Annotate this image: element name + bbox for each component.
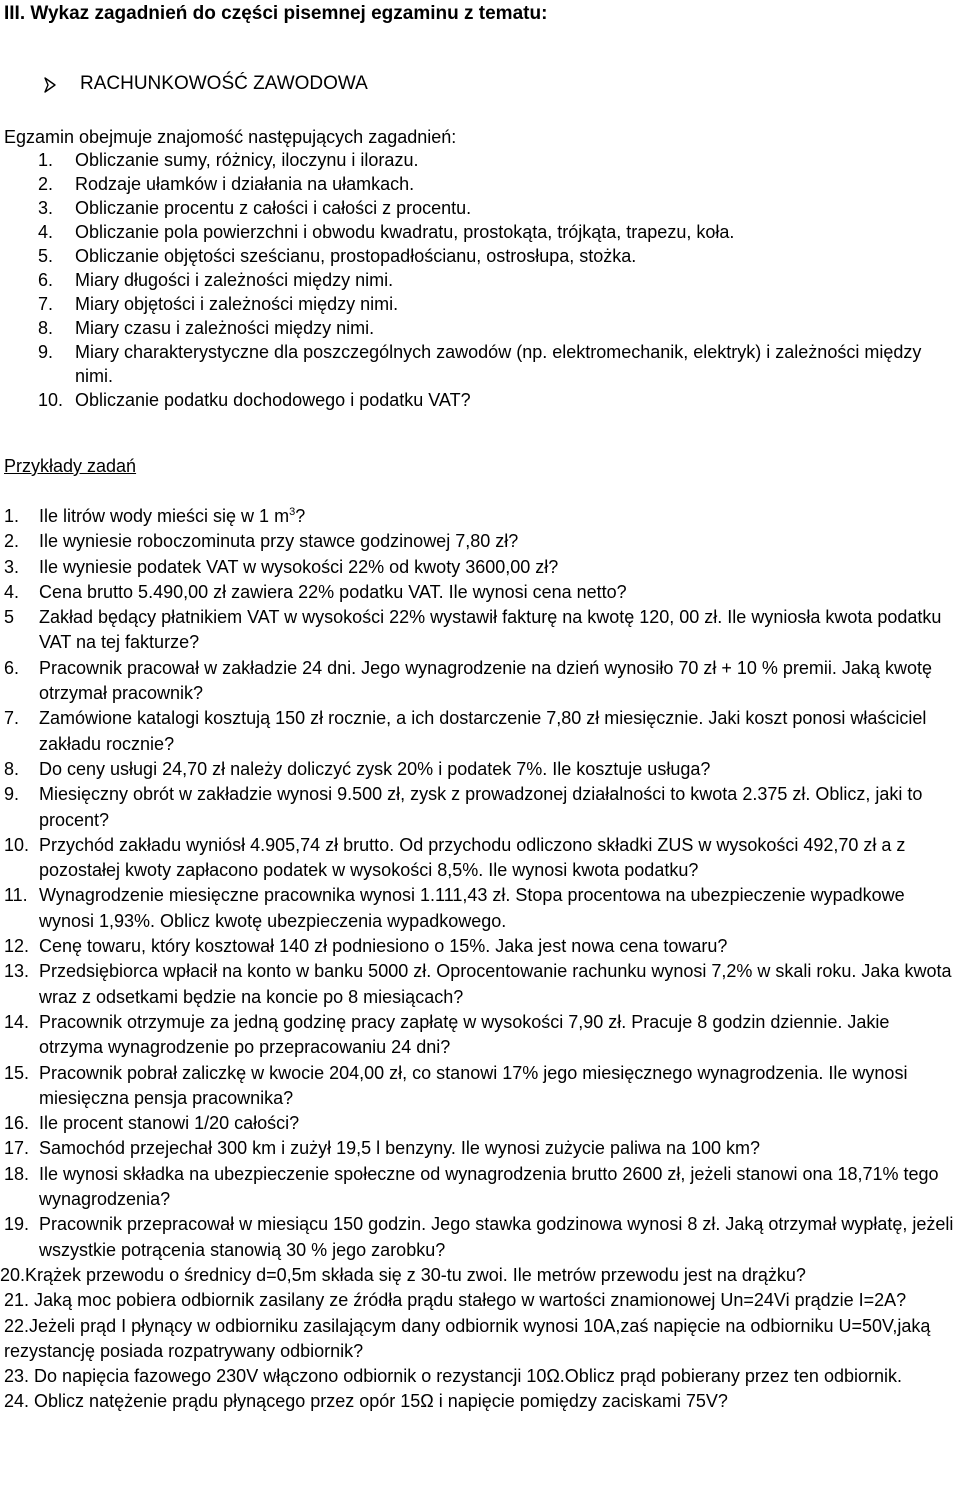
item-text: Miesięczny obrót w zakładzie wynosi 9.500 zł, zysk z prowadzonej działalności to kwota 2.375 zł. Oblicz, jaki to procent? [39, 784, 923, 830]
item-number: 12. [4, 936, 30, 957]
item-text: Pracownik otrzymuje za jedną godzinę pracy zapłatę w wysokości 7,90 zł. Pracuje 8 godzin dziennie. Jakie otrzyma wynagrodzenie po przepracowaniu 24 dni? [39, 1011, 890, 1058]
item-number: 6. [4, 657, 20, 678]
item-number: 1. [38, 150, 54, 170]
item-text: Cenę towaru, który kosztował 140 zł podniesiono o 15%. Jaka jest nowa cena towaru? [39, 936, 728, 957]
item-text: Obliczanie podatku dochodowego i podatku VAT? [75, 390, 471, 410]
topic-title: RACHUNKOWOŚĆ ZAWODOWA [80, 73, 368, 94]
example-item [0, 706, 960, 757]
item-number: 21. [4, 1290, 30, 1311]
item-text [39, 504, 956, 529]
topic-item [0, 316, 960, 340]
item-text: Ile wyniesie roboczominuta przy stawce godzinowej 7,80 zł? [39, 531, 519, 552]
item-number: 17. [4, 1138, 30, 1159]
item-number: 18. [4, 1163, 30, 1184]
item-text-end: ? [295, 506, 306, 526]
example-item [0, 782, 960, 833]
item-number: 20. [0, 1264, 26, 1285]
item-text: Pracownik przepracował w miesiącu 150 godzin. Jego stawka godzinowa wynosi 8 zł. Jaką otrzymał wypłatę, jeżeli wszystkie potrącenia stanowią 30 % jego zarobku? [39, 1214, 954, 1260]
item-text [4, 1314, 956, 1365]
item-text [4, 1288, 956, 1313]
item-number: 13. [4, 961, 30, 982]
example-item [0, 529, 960, 554]
topic-item [0, 244, 960, 268]
item-number: 24. [4, 1391, 30, 1412]
item-text: Obliczanie objętości sześcianu, prostopadłościanu, ostrosłupa, stożka. [75, 246, 637, 266]
item-text: Obliczanie pola powierzchni i obwodu kwadratu, prostokąta, trójkąta, trapezu, koła. [75, 222, 735, 242]
item-number: 2. [4, 531, 20, 552]
item-text: Ile wynosi składka na ubezpieczenie społeczne od wynagrodzenia brutto 2600 zł, jeżeli stanowi ona 18,71% tego wynagrodzenia? [39, 1163, 939, 1210]
example-item [0, 605, 960, 656]
example-item [0, 934, 960, 959]
example-item [0, 1288, 960, 1313]
item-text [4, 1389, 956, 1414]
superscript: 3 [289, 506, 296, 518]
item-text: Miary charakterystyczne dla poszczególnych zawodów (np. elektromechanik, elektryk) i zależności między nimi. [75, 342, 922, 386]
item-number: 5 [4, 607, 15, 628]
examples-list [0, 504, 960, 1415]
item-number: 7. [38, 294, 54, 314]
example-item [0, 1364, 960, 1389]
item-number: 23. [4, 1366, 30, 1387]
item-text: Pracownik pobrał zaliczkę w kwocie 204,00 zł, co stanowi 17% jego miesięcznego wynagrodzenia. Ile wynosi miesięczna pensja pracownika? [39, 1062, 908, 1108]
item-text: Samochód przejechał 300 km i zużył 19,5 l benzyny. Ile wynosi zużycie paliwa na 100 km? [39, 1138, 761, 1159]
item-number: 14. [4, 1011, 30, 1032]
item-text-main: Jeżeli prąd I płynący w odbiorniku zasilającym dany odbiornik wynosi 10A,zaś napięcie na odbiorniku U=50V,jaką rezystancję posiada rozpatrywany odbiornik? [4, 1315, 931, 1361]
topic-item [0, 220, 960, 244]
example-item [0, 1136, 960, 1161]
item-number: 1. [4, 506, 20, 526]
item-number: 22. [4, 1315, 30, 1336]
example-item [0, 1389, 960, 1414]
item-text: Cena brutto 5.490,00 zł zawiera 22% podatku VAT. Ile wynosi cena netto? [39, 581, 627, 602]
item-number: 3. [38, 198, 54, 218]
item-text-main: Do napięcia fazowego 230V włączono odbiornik o rezystancji 10Ω.Oblicz prąd pobierany przez ten odbiornik. [34, 1366, 902, 1387]
topic-item [0, 292, 960, 316]
item-text: Zamówione katalogi kosztują 150 zł rocznie, a ich dostarczenie 7,80 zł miesięcznie. Jaki koszt ponosi właściciel zakładu rocznie? [39, 708, 927, 754]
example-item [0, 1010, 960, 1061]
item-text: Do ceny usługi 24,70 zł należy doliczyć zysk 20% i podatek 7%. Ile kosztuje usługa? [39, 758, 711, 779]
item-number: 2. [38, 174, 54, 194]
example-item [0, 1212, 960, 1263]
topic-item [0, 148, 960, 172]
item-text-main: Krążek przewodu o średnicy d=0,5m składa się z 30-tu zwoi. Ile metrów przewodu jest na drążku? [25, 1264, 806, 1285]
item-number: 10. [4, 834, 30, 855]
item-text: Rodzaje ułamków i działania na ułamkach. [75, 174, 415, 194]
item-number: 4. [38, 222, 54, 242]
item-text: Obliczanie procentu z całości i całości z procentu. [75, 198, 472, 218]
item-number: 9. [4, 784, 20, 805]
item-text-main: Jaką moc pobiera odbiornik zasilany ze źródła prądu stałego w wartości znamionowej Un=24Vi prądzie I=2A? [34, 1290, 907, 1311]
examples-heading: Przykłady zadań [4, 456, 137, 476]
item-text: Przedsiębiorca wpłacił na konto w banku 5000 zł. Oprocentowanie rachunku wynosi 7,2% w skali roku. Jaka kwota wraz z odsetkami będzie na koncie po 8 miesiącach? [39, 961, 952, 1007]
item-text: Obliczanie sumy, różnicy, iloczynu i ilorazu. [75, 150, 419, 170]
example-item [0, 1314, 960, 1365]
item-text-main: Oblicz natężenie prądu płynącego przez opór 15Ω i napięcie pomiędzy zaciskami 75V? [34, 1391, 728, 1412]
item-number: 7. [4, 708, 20, 729]
item-number: 9. [38, 342, 54, 362]
arrow-bullet-icon [42, 77, 58, 93]
item-number: 3. [4, 556, 20, 577]
item-number: 16. [4, 1113, 30, 1134]
topic-item [0, 340, 960, 388]
item-text: Zakład będący płatnikiem VAT w wysokości 22% wystawił fakturę na kwotę 120, 00 zł. Ile wyniosła kwota podatku VAT na tej fakturze? [39, 607, 942, 653]
item-number: 19. [4, 1214, 30, 1235]
example-item [0, 959, 960, 1010]
topic-item [0, 388, 960, 412]
example-item [0, 883, 960, 934]
example-item [0, 580, 960, 605]
example-item [0, 757, 960, 782]
item-number: 6. [38, 270, 54, 290]
item-number: 5. [38, 246, 54, 266]
item-text [0, 1263, 960, 1288]
example-item [0, 656, 960, 707]
example-item [0, 555, 960, 580]
item-number: 8. [4, 758, 20, 779]
item-text: Miary czasu i zależności między nimi. [75, 318, 375, 338]
item-number: 11. [4, 885, 28, 906]
intro-text: Egzamin obejmuje znajomość następujących zagadnień: [4, 127, 457, 147]
item-text: Miary długości i zależności między nimi. [75, 270, 394, 290]
example-item [0, 833, 960, 884]
item-number: 15. [4, 1062, 30, 1083]
topic-item [0, 268, 960, 292]
example-item [0, 1111, 960, 1136]
item-text: Ile procent stanowi 1/20 całości? [39, 1113, 300, 1134]
item-text [4, 1364, 956, 1389]
section-title: III. Wykaz zagadnień do części pisemnej egzaminu z tematu: [4, 3, 548, 24]
item-number: 10. [38, 390, 64, 410]
example-item [0, 504, 960, 529]
example-item [0, 1061, 960, 1112]
item-number: 8. [38, 318, 54, 338]
item-text: Wynagrodzenie miesięczne pracownika wynosi 1.111,43 zł. Stopa procentowa na ubezpieczenie wypadkowe wynosi 1,93%. Oblicz kwotę ubezpieczenia wypadkowego. [39, 885, 905, 931]
item-text: Ile wyniesie podatek VAT w wysokości 22% od kwoty 3600,00 zł? [39, 556, 559, 577]
example-item [0, 1162, 960, 1213]
item-text: Przychód zakładu wyniósł 4.905,74 zł brutto. Od przychodu odliczono składki ZUS w wysokości 492,70 zł a z pozostałej kwoty zapłacono podatek w wysokości 8,5%. Ile wynosi kwota podatku? [39, 834, 906, 881]
item-text: Pracownik pracował w zakładzie 24 dni. Jego wynagrodzenie na dzień wynosiło 70 zł + 10 % premii. Jaką kwotę otrzymał pracownik? [39, 657, 932, 704]
item-number: 4. [4, 581, 20, 602]
item-text-main: Ile litrów wody mieści się w 1 m [39, 506, 290, 526]
topic-item [0, 196, 960, 220]
topics-list [0, 148, 960, 412]
item-text: Miary objętości i zależności między nimi. [75, 294, 399, 314]
example-item [0, 1263, 960, 1288]
topic-item [0, 172, 960, 196]
